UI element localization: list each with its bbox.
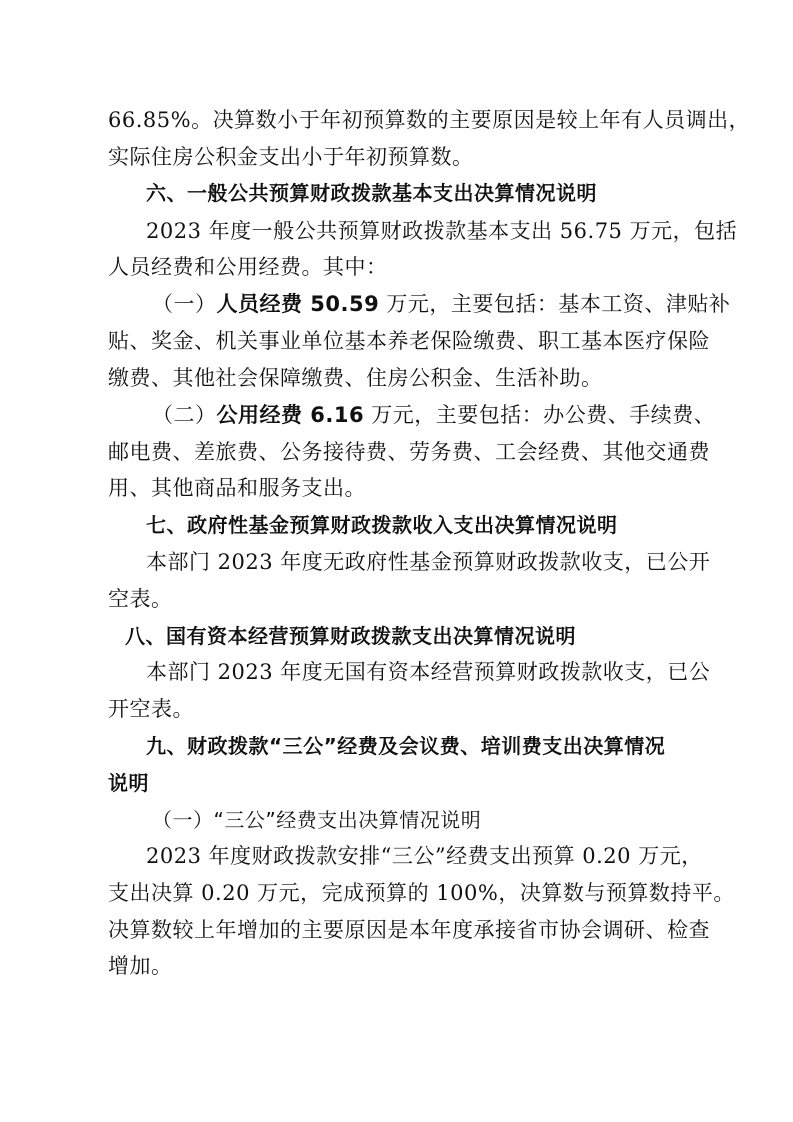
public-expense-line (152, 401, 715, 429)
section-heading-7: 七、政府性基金预算财政拨款收入支出决算情况说明 (146, 513, 618, 537)
section-heading-6: 六、一般公共预算财政拨款基本支出决算情况说明 (146, 181, 597, 205)
paragraph-line-16: 增加。 (108, 954, 173, 978)
personnel-expense-line (152, 290, 730, 318)
subsection-heading-1: （一）“三公”经费支出决算情况说明 (152, 808, 482, 832)
personnel-expense-label: 人员经费 50.59 (216, 292, 380, 316)
item-marker-2: （二） (152, 403, 217, 427)
item-marker-1: （一） (152, 292, 217, 316)
paragraph-line-8: 用、其他商品和服务支出。 (108, 476, 366, 500)
paragraph-line-1: 66.85%。决算数小于年初预算数的主要原因是较上年有人员调出， (108, 108, 751, 132)
paragraph-line-3: 2023 年度一般公共预算财政拨款基本支出 56.75 万元，包括 (146, 219, 738, 243)
section-heading-9-cont: 说明 (108, 771, 149, 795)
paragraph-line-10: 空表。 (108, 587, 173, 611)
paragraph-line-12: 开空表。 (108, 697, 194, 721)
paragraph-line-4: 人员经费和公用经费。其中： (108, 255, 388, 279)
paragraph-line-11: 本部门 2023 年度无国有资本经营预算财政拨款收支，已公 (146, 660, 711, 684)
paragraph-line-14: 支出决算 0.20 万元，完成预算的 100%，决算数与预算数持平。 (108, 881, 735, 905)
section-heading-8: 八、国有资本经营预算财政拨款支出决算情况说明 (125, 624, 576, 648)
paragraph-line-15: 决算数较上年增加的主要原因是本年度承接省市协会调研、检查 (108, 918, 710, 942)
paragraph-line-6: 缴费、其他社会保障缴费、住房公积金、生活补助。 (108, 366, 603, 390)
paragraph-line-7: 邮电费、差旅费、公务接待费、劳务费、工会经费、其他交通费 (108, 440, 710, 464)
section-heading-9: 九、财政拨款“三公”经费及会议费、培训费支出决算情况 (146, 734, 666, 758)
public-expense-detail: 万元，主要包括：办公费、手续费、 (364, 403, 716, 427)
paragraph-line-5: 贴、奖金、机关事业单位基本养老保险缴费、职工基本医疗保险 (108, 329, 710, 353)
public-expense-label: 公用经费 6.16 (216, 403, 365, 427)
paragraph-line-9: 本部门 2023 年度无政府性基金预算财政拨款收支，已公开 (146, 550, 711, 574)
paragraph-line-13: 2023 年度财政拨款安排“三公”经费支出预算 0.20 万元， (146, 844, 703, 868)
paragraph-line-2: 实际住房公积金支出小于年初预算数。 (108, 145, 474, 169)
personnel-expense-detail: 万元，主要包括：基本工资、津贴补 (379, 292, 731, 316)
